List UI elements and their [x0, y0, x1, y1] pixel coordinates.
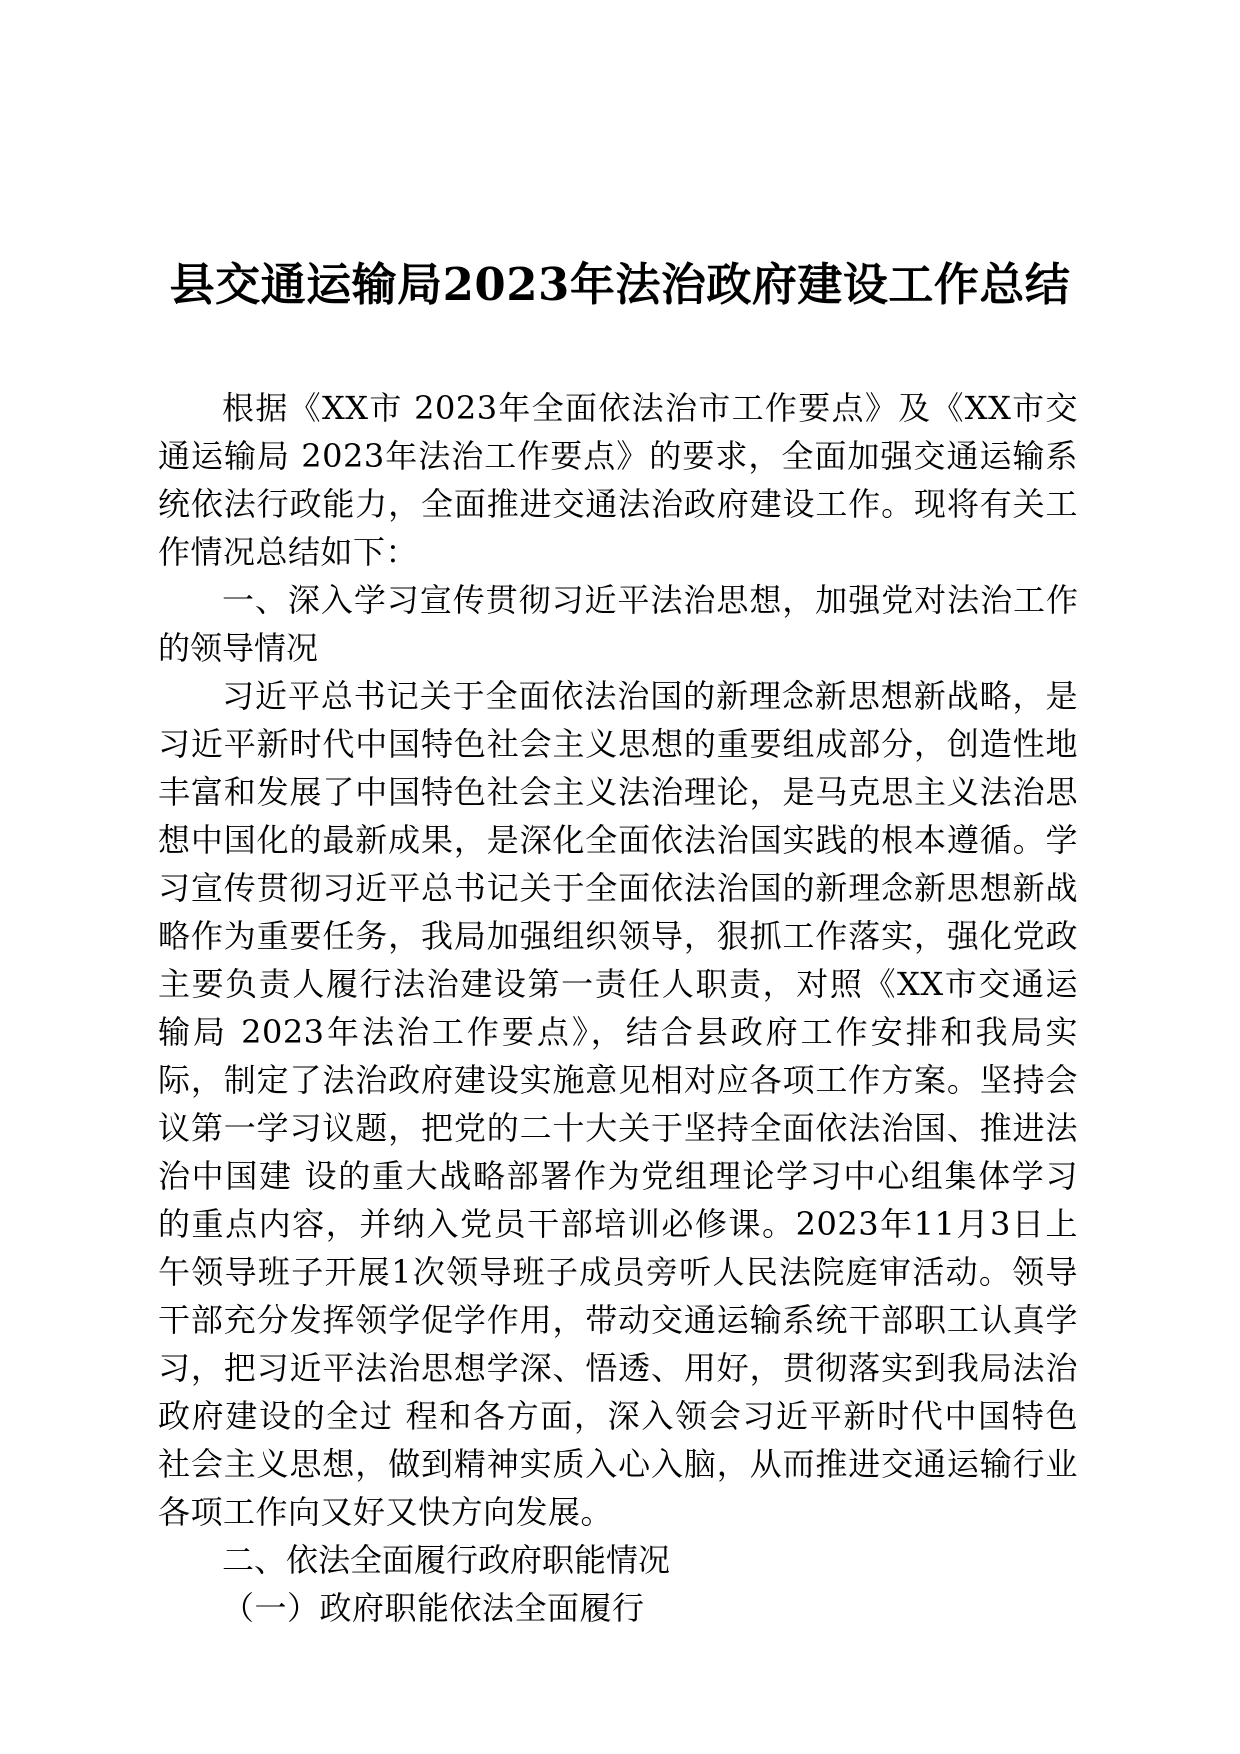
section-2-heading: 二、依法全面履行政府职能情况 [222, 1541, 671, 1579]
intro-paragraph: 根据《XX市 2023年全面依法治市工作要点》及《XX市交通运输局 2023年法治工作要点》的要求，全面加强交通运输系统依法行政能力，全面推进交通法治政府建设工作。现将有关工作情况总结如下： [158, 389, 1078, 571]
section-1-paragraph: 习近平总书记关于全面依法治国的新理念新思想新战略，是习近平新时代中国特色社会主义思想的重要组成部分，创造性地丰富和发展了中国特色社会主义法治理论，是马克思主义法治思想中国化的最新成果，是深化全面依法治国实践的根本遵循。学习宣传贯彻习近平总书记关于全面依法治国的新理念新思想新战略作为重要任务，我局加强组织领导，狠抓工作落实，强化党政主要负责人履行法治建设第一责任人职责，对照《XX市交通运输局 2023年法治工作要点》，结合县政府工作安排和我局实际，制定了法治政府建设实施意见相对应各项工作方案。坚持会议第一学习议题，把党的二十大关于坚持全面依法治国、推进法治中国建 设的重大战略部署作为党组理论学习中心组集体学习的重点内容，并纳入党员干部培训必修课。2023年11月3日上午领导班子开展1次领导班子成员旁听人民法院庭审活动。领导干部充分发挥领学促学作用，带动交通运输系统干部职工认真学习，把习近平法治思想学深、悟透、用好，贯彻落实到我局法治政府建设的全过 程和各方面，深入领会习近平新时代中国特色社会主义思想，做到精神实质入心入脑，从而推进交通运输行业各项工作向又好又快方向发展。 [158, 677, 1078, 1531]
document-body [158, 384, 1078, 1632]
section-1-heading: 一、深入学习宣传贯彻习近平法治思想，加强党对法治工作的领导情况 [158, 581, 1078, 667]
subsection-1-heading: （一）政府职能依法全面履行 [222, 1589, 645, 1627]
document-title: 县交通运输局2023年法治政府建设工作总结 [169, 258, 1071, 311]
